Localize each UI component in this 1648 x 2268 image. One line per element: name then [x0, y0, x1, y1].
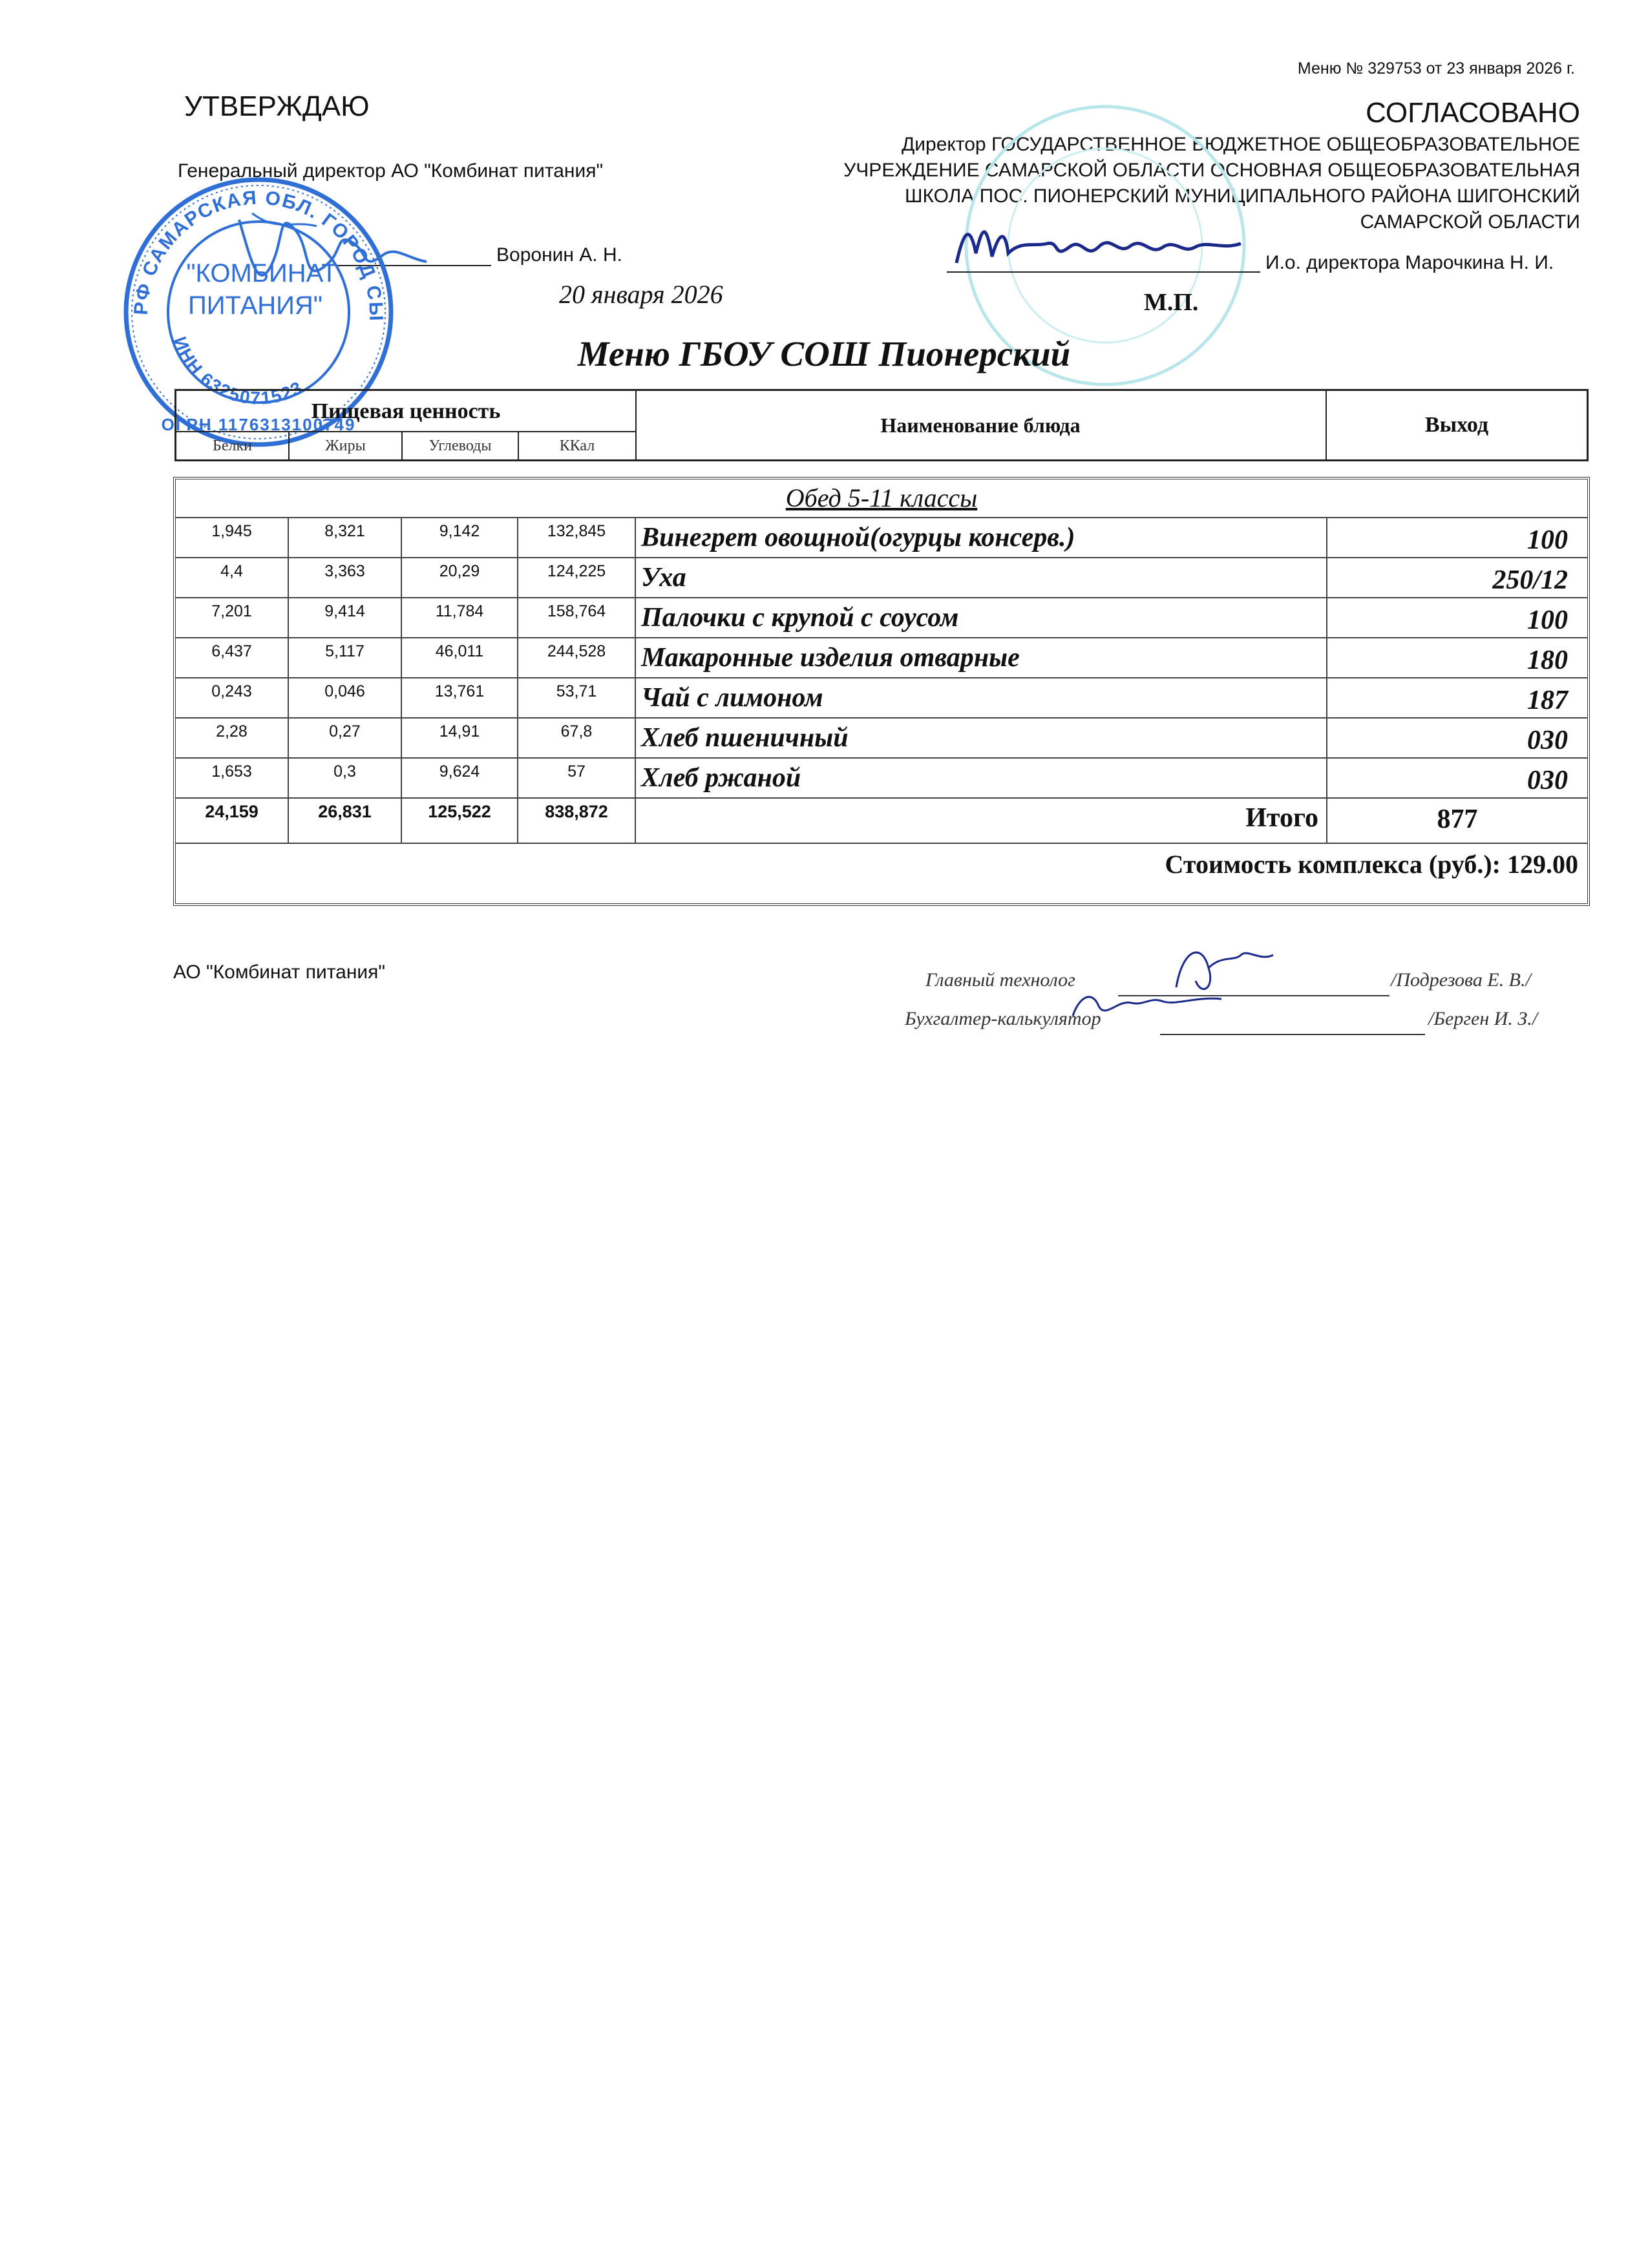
stamp-center-line2: ПИТАНИЯ"	[187, 291, 323, 320]
kcal-cell: 53,71	[518, 678, 636, 717]
chief-technologist-label: Главный технолог	[925, 969, 1075, 991]
proteins-cell: 1,653	[176, 759, 289, 797]
yield-header: Выход	[1424, 413, 1489, 437]
agree-org-line: САМАРСКОЙ ОБЛАСТИ	[1360, 211, 1580, 233]
menu-table	[173, 477, 1590, 906]
complex-cost: Стоимость комплекса (руб.): 129.00	[1165, 850, 1578, 879]
yield-cell: 030	[1527, 726, 1568, 755]
table-row	[176, 518, 1587, 558]
yield-cell: 180	[1527, 646, 1568, 675]
proteins-cell: 4,4	[176, 558, 289, 597]
fats-cell: 8,321	[289, 518, 402, 557]
header-table	[174, 389, 1589, 461]
accountant-name: /Берген И. З./	[1428, 1008, 1538, 1029]
nutrition-header-block	[176, 391, 637, 459]
dish-cell: Чай с лимоном	[636, 678, 1327, 717]
yield-cell: 100	[1527, 525, 1568, 555]
dish-cell: Винегрет овощной(огурцы консерв.)	[636, 518, 1327, 557]
table-row	[176, 598, 1587, 638]
agree-org-line: ШКОЛА ПОС. ПИОНЕРСКИЙ МУНИЦИПАЛЬНОГО РАЙОНА ШИГОНСКИЙ	[905, 185, 1580, 207]
proteins-cell: 6,437	[176, 638, 289, 677]
carbs-cell: 14,91	[402, 719, 518, 757]
approve-date: 20 января 2026	[559, 280, 723, 309]
fats-cell: 5,117	[289, 638, 402, 677]
accountant-signature-line	[1160, 1034, 1425, 1035]
total-label: Итого	[636, 799, 1327, 843]
proteins-cell: 1,945	[176, 518, 289, 557]
total-kcal: 838,872	[518, 799, 636, 843]
table-row	[176, 678, 1587, 719]
carbs-cell: 20,29	[402, 558, 518, 597]
approve-signature	[213, 194, 446, 310]
agree-org-line: Директор ГОСУДАРСТВЕННОЕ БЮДЖЕТНОЕ ОБЩЕОБРАЗОВАТЕЛЬНОЕ	[901, 134, 1580, 155]
page-title: Меню ГБОУ СОШ Пионерский	[577, 334, 1071, 373]
approve-position: Генеральный директор АО "Комбинат питания"	[178, 160, 604, 182]
kcal-cell: 244,528	[518, 638, 636, 677]
agree-org-line: УЧРЕЖДЕНИЕ САМАРСКОЙ ОБЛАСТИ ОСНОВНАЯ ОБЩЕОБРАЗОВАТЕЛЬНАЯ	[843, 160, 1580, 181]
fats-cell: 0,3	[289, 759, 402, 797]
stamp-outer-text: РФ САМАРСКАЯ ОБЛ. ГОРОД СЫЗРАНЬ АКЦИОНЕРНОЕ ОБЩЕСТВО	[105, 156, 387, 322]
fats-cell: 9,414	[289, 598, 402, 637]
yield-cell: 187	[1527, 686, 1568, 715]
agree-name: И.о. директора Марочкина Н. И.	[1265, 252, 1554, 273]
stamp-inn: ИНН 6325071523	[169, 333, 307, 408]
accountant-label: Бухгалтер-калькулятор	[905, 1008, 1101, 1029]
accountant-signature	[1066, 977, 1241, 1029]
seal-mark: М.П.	[1144, 289, 1199, 316]
menu-number: Меню № 329753 от 23 января 2026 г.	[1297, 59, 1575, 78]
stamp-center-line1: "КОМБИНАТ	[186, 259, 337, 288]
table-row	[176, 638, 1587, 678]
proteins-cell: 0,243	[176, 678, 289, 717]
fats-cell: 0,27	[289, 719, 402, 757]
nutrition-header: Пищевая ценность	[176, 391, 635, 432]
section-title-text: Обед 5-11 классы	[785, 483, 978, 512]
total-row	[176, 799, 1587, 844]
yield-cell: 030	[1527, 766, 1568, 795]
chief-technologist-name: /Подрезова Е. В./	[1391, 969, 1531, 991]
kcal-cell: 67,8	[518, 719, 636, 757]
footer-organization: АО "Комбинат питания"	[173, 961, 386, 983]
kcal-header: ККал	[559, 437, 595, 454]
proteins-cell: 2,28	[176, 719, 289, 757]
dish-cell: Палочки с крупой с соусом	[636, 598, 1327, 637]
section-title	[176, 479, 1587, 518]
total-yield: 877	[1437, 804, 1478, 834]
total-fats: 26,831	[289, 799, 402, 843]
yield-cell: 250/12	[1492, 565, 1568, 595]
dish-cell: Уха	[636, 558, 1327, 597]
fats-cell: 0,046	[289, 678, 402, 717]
kcal-cell: 57	[518, 759, 636, 797]
approve-title: УТВЕРЖДАЮ	[184, 90, 370, 122]
approve-name: Воронин А. Н.	[496, 244, 622, 266]
agree-signature	[950, 208, 1260, 279]
carbs-cell: 13,761	[402, 678, 518, 717]
kcal-cell: 158,764	[518, 598, 636, 637]
carbs-header: Углеводы	[403, 432, 519, 459]
table-row	[176, 719, 1587, 759]
dish-cell: Макаронные изделия отварные	[636, 638, 1327, 677]
proteins-cell: 7,201	[176, 598, 289, 637]
agree-title: СОГЛАСОВАНО	[1366, 97, 1580, 129]
kcal-cell: 124,225	[518, 558, 636, 597]
carbs-cell: 9,624	[402, 759, 518, 797]
carbs-cell: 11,784	[402, 598, 518, 637]
yield-cell: 100	[1527, 605, 1568, 635]
stamp-ogrn: ОГРН 1176313100749	[161, 415, 356, 434]
fats-cell: 3,363	[289, 558, 402, 597]
dish-cell: Хлеб ржаной	[636, 759, 1327, 797]
total-proteins: 24,159	[176, 799, 289, 843]
dish-header: Наименование блюда	[635, 391, 1327, 459]
kcal-cell: 132,845	[518, 518, 636, 557]
carbs-cell: 46,011	[402, 638, 518, 677]
table-row	[176, 558, 1587, 598]
fats-header: Жиры	[290, 432, 403, 459]
table-row	[176, 759, 1587, 799]
proteins-header: Белки	[176, 432, 290, 459]
carbs-cell: 9,142	[402, 518, 518, 557]
dish-cell: Хлеб пшеничный	[636, 719, 1327, 757]
total-carbs: 125,522	[402, 799, 518, 843]
